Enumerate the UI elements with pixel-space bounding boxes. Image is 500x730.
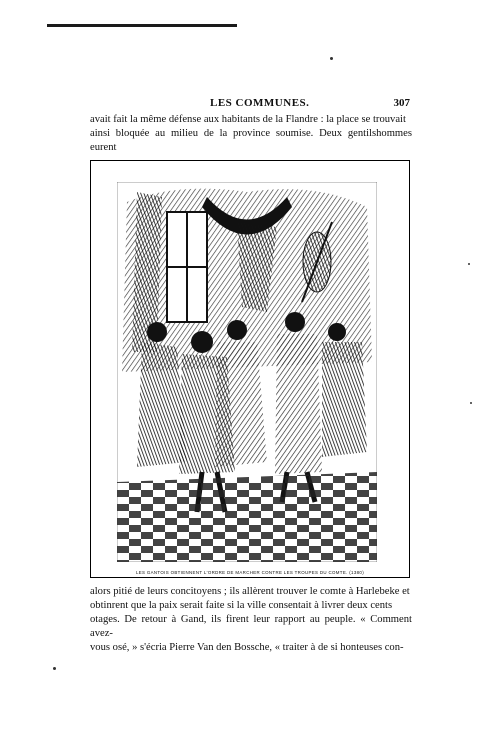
text-line: obtinrent que la paix serait faite si la ville consentait à livrer deux cents (90, 600, 393, 611)
engraving-illustration (117, 182, 377, 562)
text-line: avait fait la même défense aux habitants de la Flandre : la place se trouvait (90, 114, 406, 125)
ink-speck (53, 667, 56, 670)
body-text-bottom (90, 585, 412, 655)
ink-speck (470, 402, 472, 404)
ink-speck (330, 57, 333, 60)
top-border-rule (47, 24, 237, 27)
text-line: otages. De retour à Gand, ils firent leur rapport au peuple. « Comment avez- (90, 614, 412, 639)
ink-speck (468, 263, 470, 265)
running-title: LES COMMUNES. (210, 97, 310, 109)
page-header (90, 97, 410, 111)
figure-caption: LES GANTOIS OBTIENNENT L'ORDRE DE MARCHER CONTRE LES TROUPES DU COMTE. (1380) (135, 570, 365, 575)
text-line: alors pitié de leurs concitoyens ; ils allèrent trouver le comte à Harlebeke et (90, 586, 410, 597)
text-line: vous osé, » s'écria Pierre Van den Bossche, « traiter à de si honteuses con- (90, 642, 404, 653)
text-line: ainsi bloquée au milieu de la province soumise. Deux gentilshommes eurent (90, 128, 412, 153)
body-text-top (90, 113, 412, 155)
page-number: 307 (393, 97, 410, 109)
